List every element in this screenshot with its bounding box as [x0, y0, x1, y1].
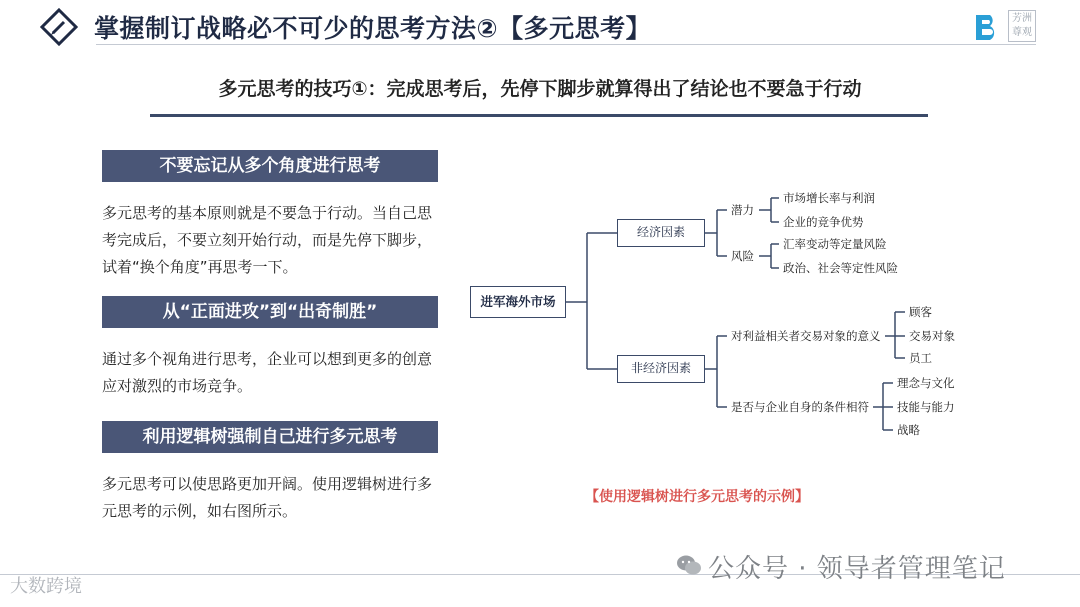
tree-node-stakeholders: 对利益相关者交易对象的意义	[731, 329, 881, 343]
seal-stamp: 芳洲 尊观	[1008, 10, 1036, 42]
section-banner-2: 从“正面进攻”到“出奇制胜”	[102, 296, 438, 328]
section-banner-1: 不要忘记从多个角度进行思考	[102, 150, 438, 182]
tree-node-fit: 是否与企业自身的条件相符	[731, 400, 869, 414]
header	[0, 0, 1080, 52]
tree-leaf: 汇率变动等定量风险	[783, 237, 887, 251]
subtitle-underline	[150, 114, 928, 117]
tree-leaf: 战略	[897, 423, 920, 437]
header-divider	[96, 44, 1036, 45]
tree-leaf: 顾客	[909, 305, 932, 319]
tree-leaf: 技能与能力	[897, 400, 955, 414]
tree-root-node: 进军海外市场	[470, 286, 566, 318]
diagram-caption: 【使用逻辑树进行多元思考的示例】	[585, 489, 809, 505]
tree-node-non-economic: 非经济因素	[617, 355, 705, 383]
tree-leaf: 市场增长率与利润	[783, 191, 875, 205]
brand-b-icon	[972, 12, 1002, 42]
subtitle: 多元思考的技巧①：完成思考后，先停下脚步就算得出了结论也不要急于行动	[218, 78, 862, 100]
pencil-icon	[40, 8, 78, 46]
watermark-text: 公众号 · 领导者管理笔记	[708, 554, 1006, 584]
tree-leaf: 交易对象	[909, 329, 955, 343]
footer-watermark: 大数跨境	[10, 576, 82, 597]
tree-node-risk: 风险	[731, 249, 754, 263]
section-text-2: 通过多个视角进行思考，企业可以想到更多的创意应对激烈的市场竞争。	[102, 350, 433, 395]
page-title: 掌握制订战略必不可少的思考方法②【多元思考】	[94, 14, 652, 43]
tree-leaf: 理念与文化	[897, 376, 955, 390]
section-text-1: 多元思考的基本原则就是不要急于行动。当自己思考完成后，不要立刻开始行动，而是先停下脚步，试着“换个角度”再思考一下。	[102, 204, 433, 276]
tree-node-potential: 潜力	[731, 203, 754, 217]
logic-tree	[465, 180, 985, 450]
tree-node-economic: 经济因素	[617, 219, 705, 247]
section-text-3: 多元思考可以使思路更加开阔。使用逻辑树进行多元思考的示例，如右图所示。	[102, 475, 433, 520]
tree-leaf: 政治、社会等定性风险	[783, 261, 898, 275]
section-banner-3: 利用逻辑树强制自己进行多元思考	[102, 421, 438, 453]
tree-leaf: 员工	[909, 351, 932, 365]
tree-leaf: 企业的竞争优势	[783, 215, 864, 229]
